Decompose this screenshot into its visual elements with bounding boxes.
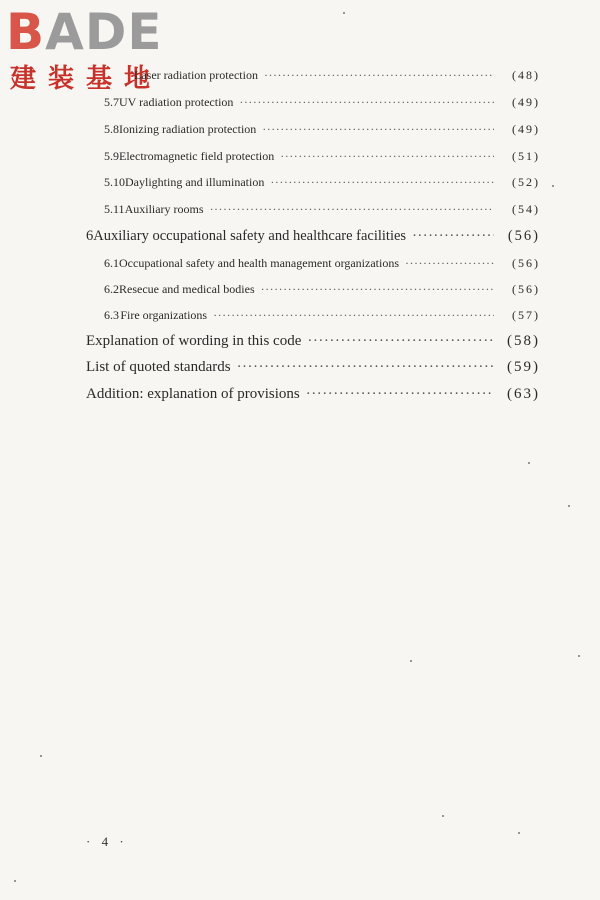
toc-entry-page: (59) [507, 359, 540, 375]
toc-leader [262, 122, 494, 137]
toc-entry-number: 6 [86, 228, 94, 244]
toc-entry-page: (49) [512, 122, 540, 136]
toc-entry-page: (52) [512, 175, 540, 189]
toc-entry-page: (48) [512, 68, 540, 82]
toc-entry-title: Resecue and medical bodies [119, 282, 255, 296]
scan-speck [442, 815, 444, 817]
toc-entry-title: Auxiliary occupational safety and healthcare facilities [93, 228, 407, 244]
toc-entry-number: 5.11 [104, 202, 125, 216]
toc-entry-number: 6.3 [104, 308, 119, 322]
toc-entry-title: Fire organizations [120, 308, 208, 322]
bade-watermark-logo [6, 3, 176, 106]
toc-entry-number: 6.1 [104, 256, 119, 270]
scan-speck [518, 832, 520, 834]
toc-entry-number: 5.9 [104, 149, 119, 163]
scan-speck [410, 660, 412, 662]
toc-entry [104, 282, 540, 297]
toc-entry-title: List of quoted standards [86, 359, 231, 375]
toc-entry [104, 308, 540, 323]
toc-entry-title: Addition: explanation of provisions [86, 386, 300, 402]
toc-entry-number: 5.10 [104, 175, 125, 189]
toc-entry-page: (57) [512, 308, 540, 322]
scan-speck [343, 12, 345, 14]
toc-entry [104, 202, 540, 217]
toc-entry-page: (56) [512, 282, 540, 296]
toc-section-entry [86, 333, 540, 350]
toc-entry-page: (56) [512, 256, 540, 270]
toc-leader [412, 228, 494, 245]
toc-section-entry [86, 386, 540, 403]
toc-entry-page: (63) [507, 386, 540, 402]
toc-entry [104, 95, 540, 110]
toc-entry-title: Occupational safety and health management organizations [119, 256, 400, 270]
toc-entry [104, 68, 540, 83]
toc-entry [104, 256, 540, 271]
toc-entry [104, 122, 540, 137]
logo-wordmark [6, 3, 163, 61]
scan-speck [14, 880, 16, 882]
logo-subtitle: 建装基地 [10, 64, 163, 94]
toc-leader [213, 308, 494, 323]
toc-entry-number: 5.8 [104, 122, 119, 136]
toc-entry-title: Laser radiation protection [134, 68, 258, 82]
toc-leader [239, 95, 494, 110]
scan-speck [528, 462, 530, 464]
scan-speck [578, 655, 580, 657]
toc-leader [270, 175, 494, 190]
scan-speck [552, 185, 554, 187]
toc-entry-title: Daylighting and illumination [125, 175, 265, 189]
toc-entry-page: (54) [512, 202, 540, 216]
toc-entry-number: 5.7 [104, 95, 119, 109]
scan-speck [40, 755, 42, 757]
toc-entry-title: Explanation of wording in this code [86, 333, 302, 349]
toc-leader [237, 359, 494, 376]
toc-entry-page: (58) [507, 333, 540, 349]
toc-entry-title: Auxiliary rooms [124, 202, 204, 216]
toc-leader [306, 386, 494, 403]
toc-leader [264, 68, 494, 83]
logo-wordmark-accent: B [6, 3, 46, 61]
page-number: · 4 · [86, 834, 128, 849]
toc-section-entry [86, 359, 540, 376]
toc-entry [104, 175, 540, 190]
toc-leader [210, 202, 494, 217]
logo-wordmark-rest: ADE [45, 3, 163, 61]
scan-speck [568, 505, 570, 507]
toc-chapter-entry [86, 228, 540, 245]
toc-entry-title: Ionizing radiation protection [119, 122, 257, 136]
toc-entry [104, 149, 540, 164]
toc-entry-number: 6.2 [104, 282, 119, 296]
toc-entry-title: Electromagnetic field protection [119, 149, 275, 163]
toc-leader [261, 282, 494, 297]
toc-entry-title: UV radiation protection [119, 95, 234, 109]
toc-leader [307, 333, 494, 350]
toc-leader [280, 149, 494, 164]
toc-entry-page: (56) [507, 228, 540, 244]
toc-leader [405, 256, 494, 271]
toc-entry-page: (51) [512, 149, 540, 163]
toc-entry-page: (49) [512, 95, 540, 109]
